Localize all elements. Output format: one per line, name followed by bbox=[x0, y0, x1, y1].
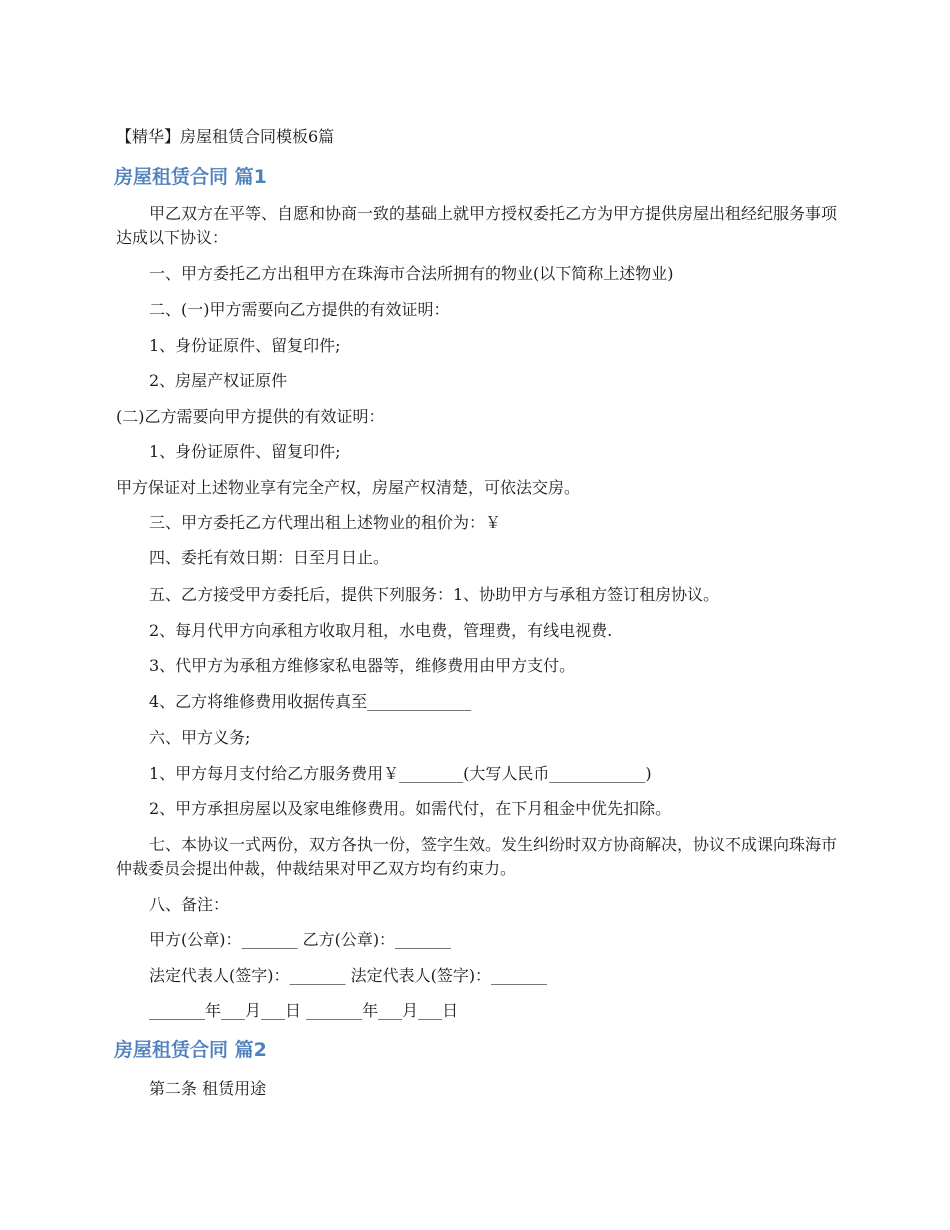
paragraph: 四、委托有效日期：日至月日止。 bbox=[149, 548, 390, 567]
paragraph: 3、代甲方为承租方维修家私电器等，维修费用由甲方支付。 bbox=[149, 656, 576, 675]
signature-line: 法定代表人(签字)：_______ 法定代表人(签字)：_______ bbox=[149, 966, 548, 985]
paragraph: 1、身份证原件、留复印件; bbox=[149, 442, 341, 461]
paragraph: 二、(一)甲方需要向乙方提供的有效证明： bbox=[149, 300, 450, 319]
paragraph: 七、本协议一式两份，双方各执一份，签字生效。发生纠纷时双方协商解决，协议不成课向珠海市仲裁委员会提出仲裁，仲裁结果对甲乙双方均有约束力。 bbox=[116, 835, 838, 878]
paragraph: 第二条 租赁用途 bbox=[149, 1079, 267, 1098]
paragraph: 六、甲方义务; bbox=[149, 728, 251, 747]
paragraph: 2、甲方承担房屋以及家电维修费用。如需代付，在下月租金中优先扣除。 bbox=[149, 799, 672, 818]
paragraph: 一、甲方委托乙方出租甲方在珠海市合法所拥有的物业(以下简称上述物业) bbox=[149, 264, 674, 283]
paragraph: 2、房屋产权证原件 bbox=[149, 371, 288, 390]
paragraph: 4、乙方将维修费用收据传真至_____________ bbox=[149, 692, 472, 711]
paragraph: 2、每月代甲方向承租方收取月租，水电费，管理费，有线电视费. bbox=[149, 621, 613, 640]
paragraph: (二)乙方需要向甲方提供的有效证明： bbox=[116, 407, 385, 426]
signature-line: 甲方(公章)：_______ 乙方(公章)：_______ bbox=[149, 930, 452, 949]
paragraph: 五、乙方接受甲方委托后，提供下列服务：1、协助甲方与承租方签订租房协议。 bbox=[149, 585, 720, 604]
paragraph: 八、备注： bbox=[149, 895, 230, 914]
paragraph: 甲方保证对上述物业享有完全产权，房屋产权清楚，可依法交房。 bbox=[116, 478, 581, 497]
paragraph: 甲乙双方在平等、自愿和协商一致的基础上就甲方授权委托乙方为甲方提供房屋出租经纪服务事项达成以下协议： bbox=[116, 204, 838, 247]
paragraph: 1、甲方每月支付给乙方服务费用￥________(大写人民币____________) bbox=[149, 764, 652, 783]
section-heading-1: 房屋租赁合同 篇1 bbox=[114, 166, 267, 188]
section-heading-2: 房屋租赁合同 篇2 bbox=[114, 1039, 267, 1061]
paragraph: 1、身份证原件、留复印件; bbox=[149, 336, 341, 355]
paragraph: 三、甲方委托乙方代理出租上述物业的租价为：￥ bbox=[149, 513, 502, 532]
document-title: 【精华】房屋租赁合同模板6篇 bbox=[116, 127, 335, 146]
date-line: _______年___月___日 _______年___月___日 bbox=[149, 1001, 459, 1020]
